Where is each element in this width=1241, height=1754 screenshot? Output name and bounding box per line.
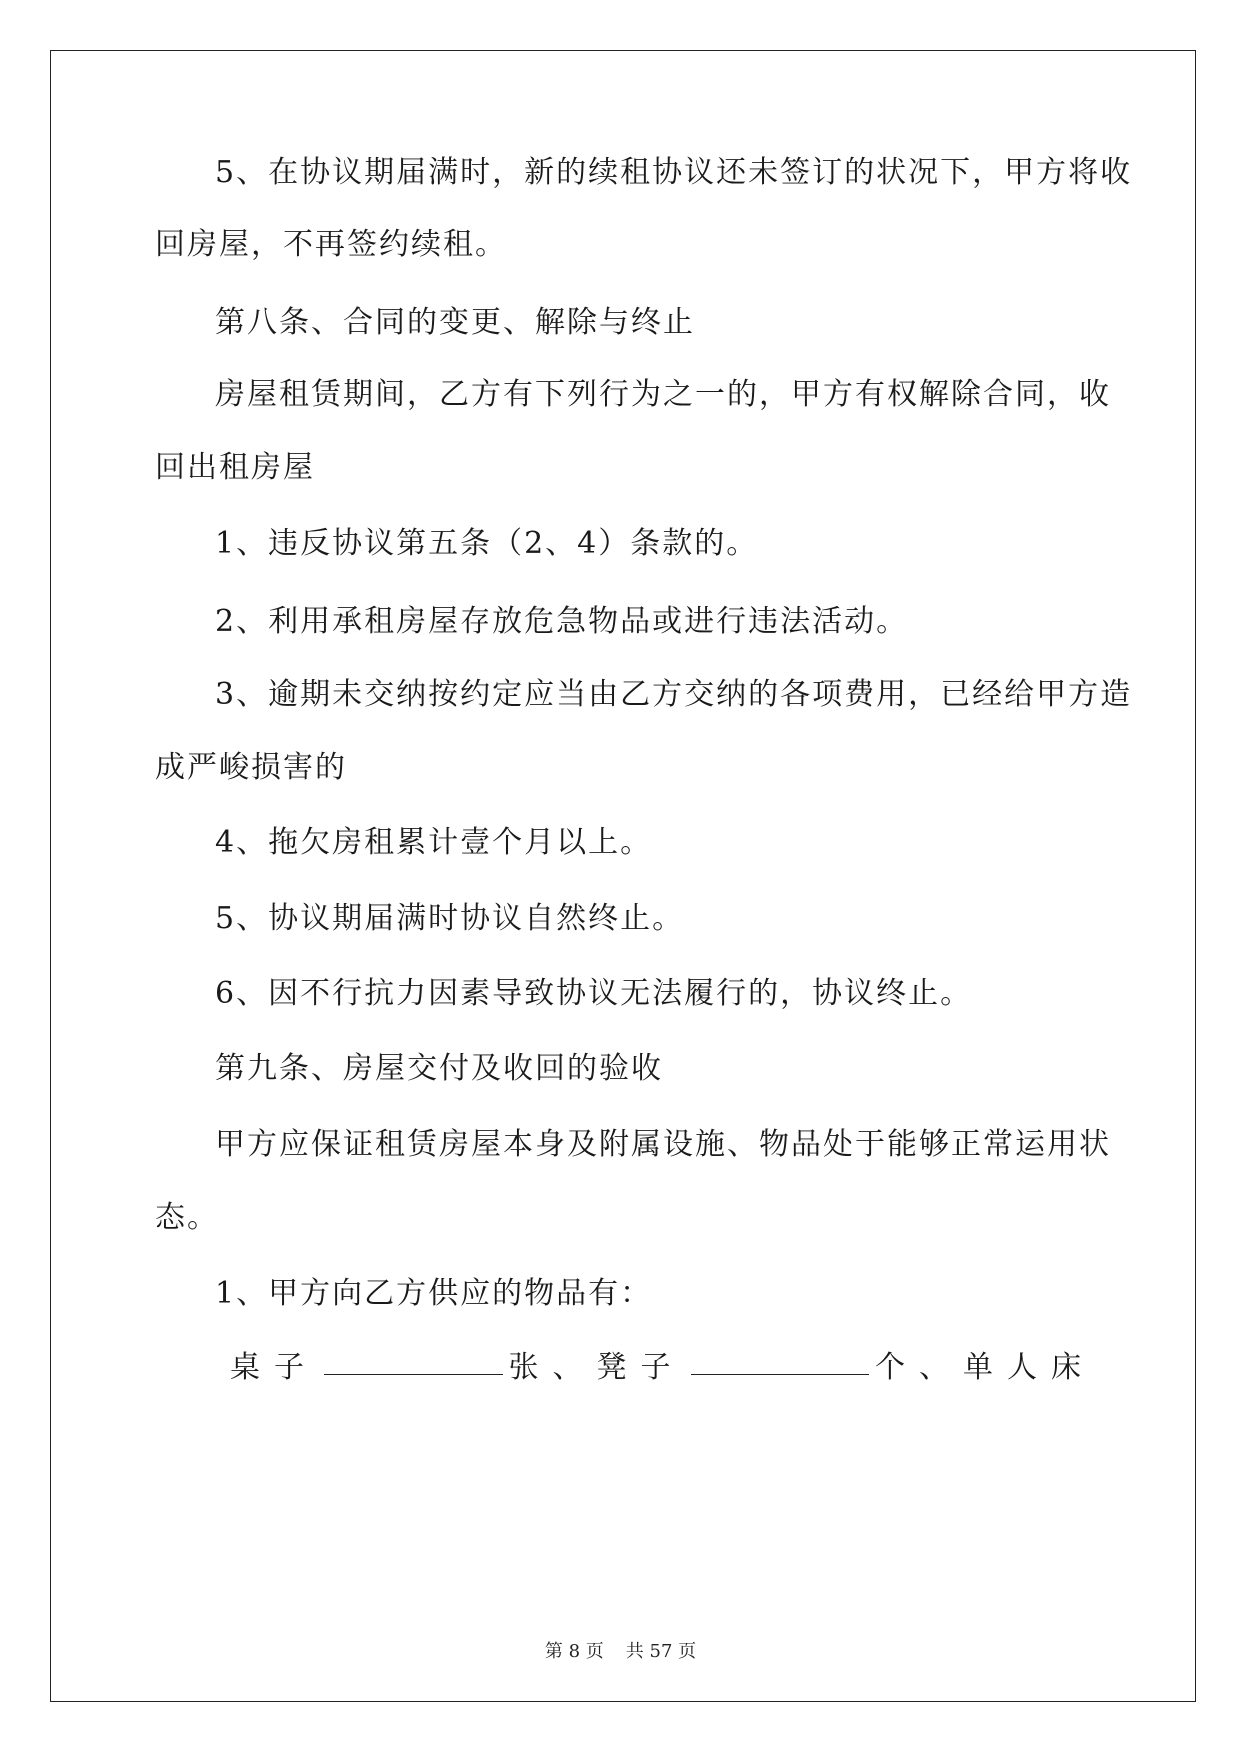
item-bed-label: 单人床 [963,1350,1095,1385]
paragraph-line: 1、违反协议第五条（2、4）条款的。 [215,526,759,561]
paragraph-line: 4、拖欠房租累计壹个月以上。 [215,825,653,860]
paragraph-line: 3、逾期未交纳按约定应当由乙方交纳的各项费用，已经给甲方造 [215,677,1133,712]
paragraph-line: 6、因不行抗力因素导致协议无法履行的，协议终止。 [215,976,973,1011]
paragraph-line: 态。 [155,1200,219,1235]
paragraph-line: 甲方应保证租赁房屋本身及附属设施、物品处于能够正常运用状 [215,1127,1111,1162]
paragraph-line: 房屋租赁期间，乙方有下列行为之一的，甲方有权解除合同，收 [215,377,1111,412]
paragraph-line: 成严峻损害的 [155,750,347,785]
paragraph-line: 回房屋，不再签约续租。 [155,227,507,262]
item-stool-label: 凳子 [596,1350,685,1385]
item-stool-unit: 个、 [875,1350,963,1385]
page-border [50,50,1196,1702]
paragraph-line: 5、在协议期届满时，新的续租协议还未签订的状况下，甲方将收 [215,155,1133,190]
page-number: 第 8 页 [544,1641,604,1662]
section-heading: 第八条、合同的变更、解除与终止 [215,305,695,340]
fill-in-blank [691,1348,870,1375]
paragraph-line: 回出租房屋 [155,450,315,485]
paragraph-line: 2、利用承租房屋存放危急物品或进行违法活动。 [215,604,909,639]
item-desk-unit: 张、 [508,1350,597,1385]
paragraph-line: 1、甲方向乙方供应的物品有： [215,1276,653,1311]
page-footer [0,1640,1241,1664]
page-total: 共 57 页 [625,1641,697,1662]
section-heading: 第九条、房屋交付及收回的验收 [215,1051,663,1086]
items-line [230,1348,1095,1388]
fill-in-blank [324,1348,503,1375]
paragraph-line: 5、协议期届满时协议自然终止。 [215,901,685,936]
item-desk-label: 桌子 [230,1350,318,1385]
